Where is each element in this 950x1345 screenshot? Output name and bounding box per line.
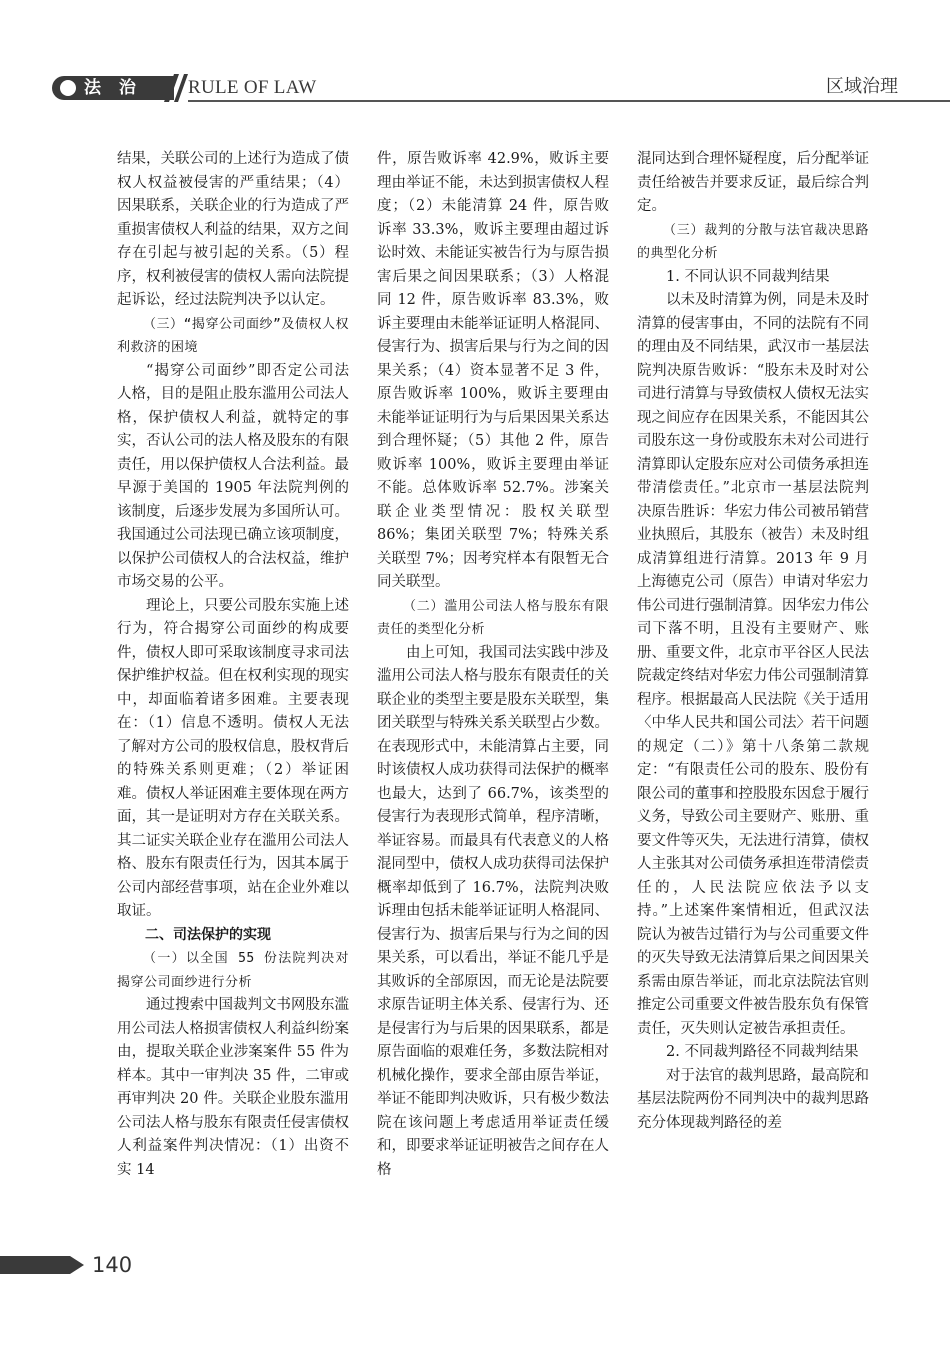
page-header	[0, 0, 950, 110]
text-column-1	[117, 148, 349, 1182]
text-column-3	[637, 148, 869, 1135]
subheading: （二）滥用公司法人格与股东有限责任的类型化分析	[377, 598, 609, 637]
subheading: （一）以全国 55 份法院判决对揭穿公司面纱进行分析	[117, 951, 349, 990]
paragraph: 混同达到合理怀疑程度，后分配举证责任给被告并要求反证，最后综合判定。	[637, 151, 869, 214]
subheading: （三）裁判的分散与法官裁决思路的典型化分析	[637, 222, 869, 261]
circle-icon	[60, 80, 76, 96]
paragraph: 件，原告败诉率 42.9%，败诉主要理由举证不能，未达到损害债权人程度；（2）未能清算 24 件，原告败诉率 33.3%，败诉主要理由超过诉讼时效、未能证实被告行为与原告损害后果之间因果联系；（3）人格混同 12 件，原告败诉率 83.3%，败诉主要理由未能举证证明人格混同、侵害行为、损害后果与行为之间的因果关系；（4）资本显著不足 3 件，原告败诉率 100%，败诉主要理由未能举证证明行为与后果因果关系达到合理怀疑；（5）其他 2 件，原告败诉率 100%，败诉主要理由举证不能。总体败诉率 52.7%。涉案关联企业类型情况：股权关联型 86%；集团关联型 7%；特殊关系关联型 7%；因考究样本有限暂无合同关联型。	[377, 151, 609, 590]
page-number: 140	[92, 1253, 133, 1277]
paragraph: 以未及时清算为例，同是未及时清算的侵害事由，不同的法院有不同的理由及不同结果，武汉市一基层法院判决原告败诉：“股东未及时对公司进行清算与导致债权人债权无法实现之间应存在因果关系，不能因其公司股东这一身份或股东未对公司进行清算即认定股东应对公司债务承担连带清偿责任。”北京市一基层法院判决原告胜诉：华宏力伟公司被吊销营业执照后，其股东（被告）未及时组成清算组进行清算。2013 年 9 月上海德克公司（原告）申请对华宏力伟公司进行强制清算。因华宏力伟公司下落不明，且没有主要财产、账册、重要文件，北京市平谷区人民法院裁定终结对华宏力伟公司强制清算程序。根据最高人民法院《关于适用〈中华人民共和国公司法〉若干问题的规定（二）》第十八条第二款规定：“有限责任公司的股东、股份有限公司的董事和控股股东因怠于履行义务，导致公司主要财产、账册、重要文件等灭失，无法进行清算，债权人主张其对公司债务承担连带清偿责任的，人民法院应依法予以支持。”上述案件案情相近，但武汉法院认为被告过错行为与公司重要文件的灭失导致无法清算后果之间因果关系需由原告举证，而北京法院法官则推定公司重要文件被告股东负有保管责任，灭失则认定被告承担责任。	[637, 292, 869, 1037]
paragraph: 通过搜索中国裁判文书网股东滥用公司法人格损害债权人利益纠纷案由，提取关联企业涉案案件 55 件为样本。其中一审判决 35 件，二审或再审判决 20 件。关联企业股东滥用公司法人格与股东有限责任侵害债权人利益案件判决情况：（1）出资不实 14	[117, 997, 349, 1178]
arrow-right-icon	[70, 1256, 84, 1274]
header-rule	[188, 100, 950, 102]
slash-decoration-icon	[150, 74, 190, 102]
column-title: 区域治理	[826, 76, 898, 97]
section-title-cn: 法 治	[84, 78, 142, 98]
paragraph: 结果，关联公司的上述行为造成了债权人权益被侵害的严重结果；（4）因果联系，关联企业的行为造成了严重损害债权人利益的结果，双方之间存在引起与被引起的关系。（5）程序，权利被侵害的债权人需向法院提起诉讼，经过法院判决予以认定。	[117, 151, 349, 308]
paragraph: 由上可知，我国司法实践中涉及滥用公司法人格与股东有限责任的关联企业的类型主要是股东关联型，集团关联型与特殊关系关联型占少数。在表现形式中，未能清算占主要，同时该债权人成功获得司法保护的概率也最大，达到了 66.7%，该类型的侵害行为表现形式简单，程序清晰，举证容易。而最具有代表意义的人格混同型中，债权人成功获得司法保护概率却低到了 16.7%，法院判决败诉理由包括未能举证证明人格混同、侵害行为、损害后果与行为之间的因果关系，可以看出，举证不能几乎是其败诉的全部原因，而无论是法院要求原告证明主体关系、侵害行为、还是侵害行为与后果的因果联系，都是原告面临的艰难任务，多数法院相对机械化操作，要求全部由原告举证，举证不能即判决败诉，只有极少数法院在该问题上考虑适用举证责任缓和，即要求举证证明被告之间存在人格	[377, 644, 609, 1178]
numbered-heading: 2. 不同裁判路径不同裁判结果	[666, 1044, 859, 1060]
paragraph: “揭穿公司面纱”即否定公司法人格，目的是阻止股东滥用公司法人格，保护债权人利益，就特定的事实，否认公司的法人格及股东的有限责任，用以保护债权人合法利益。最早源于美国的 1905 年法院判例的该制度，后逐步发展为多国所认可。我国通过公司法现已确立该项制度，以保护公司债权人的合法权益，维护市场交易的公平。	[117, 362, 349, 590]
footer-bar	[0, 1256, 70, 1274]
numbered-heading: 1. 不同认识不同裁判结果	[666, 268, 830, 285]
text-column-2	[377, 148, 609, 1182]
subheading: （三）“揭穿公司面纱”及债权人权利救济的困境	[117, 316, 349, 355]
section-title-en: RULE OF LAW	[188, 77, 317, 98]
paragraph: 理论上，只要公司股东实施上述行为，符合揭穿公司面纱的构成要件，债权人即可采取该制度寻求司法保护维护权益。但在权利实现的现实中，却面临着诸多困难。主要表现在：（1）信息不透明。债权人无法了解对方公司的股权信息，股权背后的特殊关系则更难；（2）举证困难。债权人举证困难主要体现在两方面，其一是证明对方存在关联关系。其二证实关联企业存在滥用公司法人格、股东有限责任行为，因其本属于公司内部经营事项，站在企业外难以取证。	[117, 597, 349, 919]
paragraph: 对于法官的裁判思路，最高院和基层法院两份不同判决中的裁判思路充分体现裁判路径的差	[637, 1067, 869, 1131]
section-heading: 二、司法保护的实现	[145, 926, 271, 943]
